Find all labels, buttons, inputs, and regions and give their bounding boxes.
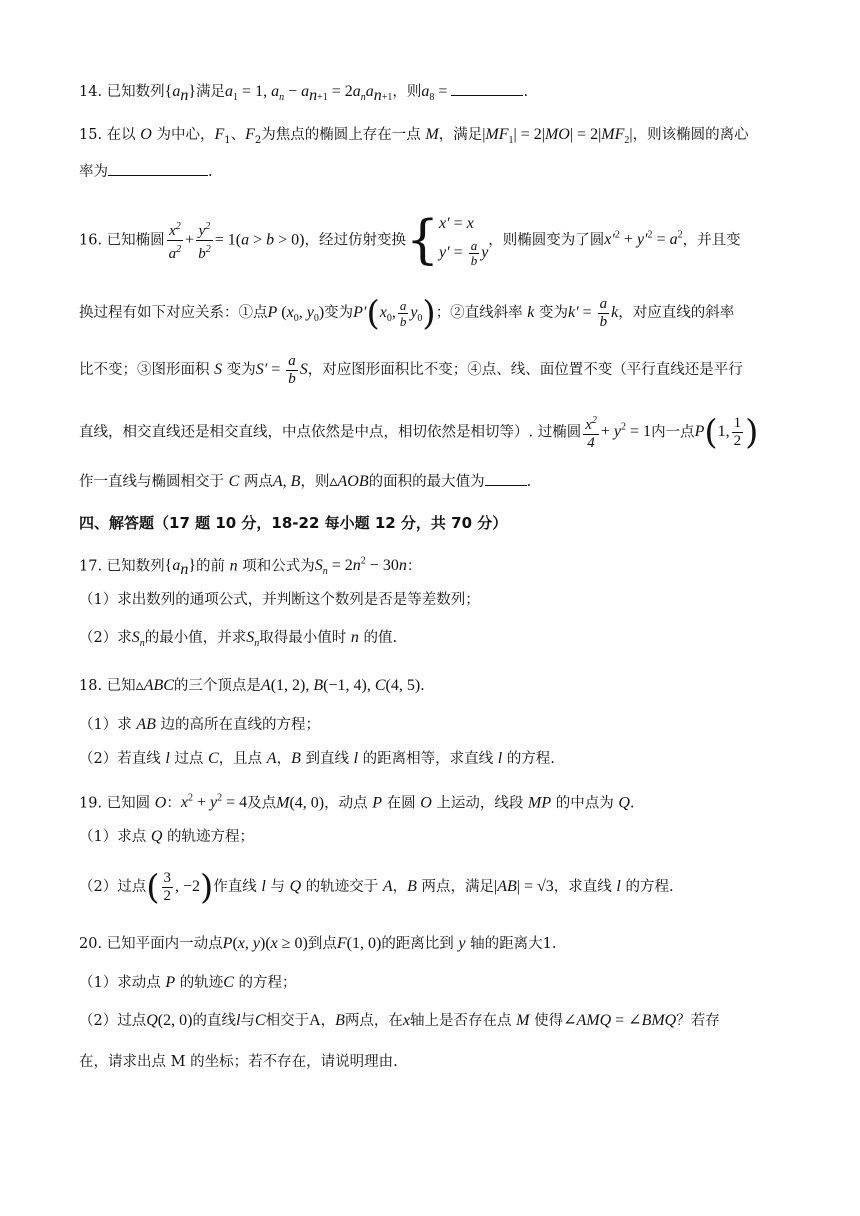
text: （2）求 (79, 630, 132, 646)
text: ， (392, 879, 408, 895)
question-16-line3 (79, 347, 800, 393)
text: 的距离相等，求直线 (362, 751, 494, 767)
text: 与 (270, 879, 285, 895)
question-19-part1: （1）求点 Q 的轨迹方程； (79, 828, 255, 845)
text: （2）过点 (79, 879, 147, 895)
question-17-part2: （2）求$S_n$的最小值，并求$S_n$取得最小值时 n 的值. (79, 629, 398, 650)
math-point-M: M(4, 0) (276, 794, 325, 812)
question-15-line1: 15. 在以 O 为中心，$F_1$、$F_2$为焦点的椭圆上存在一点 M，满足$|MF_1| = 2|MO| = 2|MF_2|$，则该椭圆的离心 (79, 126, 749, 147)
math-point-F: F(1, 0) (336, 935, 382, 952)
text: 两点 (243, 474, 273, 490)
math-vertices: A(1, 2), B(−1, 4), C(4, 5) (260, 677, 421, 694)
text: 的轨迹 (179, 975, 224, 991)
text: ，对应直线的斜率 (618, 305, 735, 321)
answer-blank[interactable] (108, 160, 208, 176)
text: 的方程. (625, 879, 674, 895)
text: ，动点 (324, 795, 368, 812)
text: ，则 (392, 84, 422, 100)
math-system: x′ = x y′ = $\frac{a}{b}$ y (439, 214, 489, 268)
section-heading: 四、解答题（17 题 10 分，18-22 每小题 12 分，共 70 分） (79, 514, 508, 532)
text: . (420, 678, 425, 694)
question-16-line5: 作一直线与椭圆相交于 C 两点A, B，则▵AOB的面积的最大值为 . (79, 470, 800, 493)
text: 的方程； (238, 975, 297, 991)
text: 比不变；③图形面积 (79, 362, 210, 378)
math-frac: $\frac{y^2}{b^2}$ (196, 218, 213, 263)
text: . (523, 84, 529, 100)
math-frac: $\frac{x^2}{a^2}$ (167, 218, 184, 263)
math-point-P: P ($x_0$, $y_0$) (267, 304, 325, 325)
text: ，求直线 (553, 879, 612, 895)
text: 换过程有如下对应关系：①点 (79, 305, 268, 321)
math-F1: F (214, 126, 225, 143)
math-point-P: P(x, y)(x ≥ 0) (222, 935, 308, 952)
question-20-part2: （2）过点Q(2, 0)的直线l与C相交于A，B两点，在x轴上是否存在点 M 使得∠AMQ = ∠BMQ？若存 (79, 1012, 720, 1029)
text: 轴的距离大1. (470, 936, 557, 952)
text: ；②直线斜率 (435, 305, 523, 321)
text: （1）求 (79, 717, 132, 733)
text: 两点，满足 (421, 879, 495, 895)
text: （2）过点 (79, 1013, 147, 1029)
text: 在圆 (386, 795, 416, 812)
text: . (629, 795, 635, 812)
text: ，满足 (438, 127, 483, 143)
math-k-prime: k′ = $\frac{a}{b}$ k (568, 295, 619, 330)
text: ： (406, 558, 422, 575)
text: ， (276, 751, 292, 767)
math-circle: $x^2 + y^2 = 4$ (180, 793, 248, 812)
text: （1）求点 (79, 829, 147, 845)
text: 作一直线与椭圆相交于 (79, 474, 224, 490)
text: 满足 (196, 84, 226, 100)
text: 的面积的最大值为 (368, 474, 485, 490)
text: . (208, 164, 213, 180)
text: 到直线 (305, 751, 349, 767)
text: 的距离比到 (381, 936, 454, 952)
answer-blank[interactable] (485, 470, 527, 486)
math-point-Q: Q(2, 0) (146, 1012, 193, 1029)
text: 15. 在以 (79, 127, 136, 143)
question-18-part1: （1）求 AB 边的高所在直线的方程； (79, 716, 320, 733)
text: ，对应图形面积比不变；④点、线、面位置不变（平行直线还是平行 (307, 362, 743, 378)
text: 的轨迹方程； (167, 829, 255, 845)
text: 率为 (79, 164, 108, 180)
text: 变为 (324, 305, 354, 321)
question-19-stem: 19. 已知圆 O：$x^2 + y^2 = 4$及点M(4, 0)，动点 P 在圆 O 上运动，线段 MP 的中点为 Q. (79, 793, 635, 812)
question-number: 14. (79, 84, 107, 100)
text: 两点，在 (344, 1013, 403, 1029)
question-16-line4: 直线，相交直线还是相交直线，中点依然是中点，相切依然是相切等）. 过椭圆 $\frac{x^2}{4}$ + $y^2 = 1$内一点P(1, $\frac{1}{2}$ ) (79, 412, 759, 453)
text: ， (320, 1013, 336, 1029)
text: 直线，相交直线还是相交直线，中点依然是中点，相切依然是相切等）. 过椭圆 (79, 424, 582, 441)
math-triangle-AOB: ▵AOB (329, 473, 369, 490)
text: 为中心， (156, 127, 215, 143)
text: 17. 已知数列 (79, 558, 165, 575)
text: 轴上是否存在点 (410, 1013, 512, 1029)
text: 的最小值，并求 (144, 630, 247, 646)
math-AB-length: |AB| = √3 (494, 878, 554, 895)
question-20-stem: 20. 已知平面内一动点P(x, y)(x ≥ 0)到点F(1, 0)的距离比到 y 轴的距离大1. (79, 935, 557, 952)
math-S: S (214, 361, 223, 378)
text: 过点 (174, 751, 204, 767)
text: 的方程. (506, 751, 555, 767)
text: 变为 (226, 362, 256, 378)
text: 边的高所在直线的方程； (160, 717, 320, 733)
text: 19. 已知圆 (79, 795, 151, 812)
math-F2: F (245, 126, 255, 143)
math-point-P: P(1, $\frac{1}{2}$ ) (694, 412, 759, 453)
text: 为焦点的椭圆上存在一点 (261, 127, 421, 143)
question-20-part2-cont: 在，请求出点 M 的坐标；若不存在，请说明理由. (79, 1054, 398, 1070)
math-Sn: $S_n = 2n^2 - 30n$ (314, 556, 407, 578)
text: （1）求动点 (79, 975, 161, 991)
math-point-P-prime: $P'(x_0$, $\frac{a}{b}$ $y_0$) (353, 293, 436, 334)
text: 内一点 (651, 424, 695, 441)
text: 使得 (534, 1013, 564, 1029)
question-18-part2: （2）若直线 l 过点 C，且点 A，B 到直线 l 的距离相等，求直线 l 的方程. (79, 750, 555, 767)
text: 与 (240, 1013, 255, 1029)
question-20-part1: （1）求动点 P 的轨迹C 的方程； (79, 974, 297, 991)
question-19-part2: （2）过点( $\frac{3}{2}$ , −2)作直线 l 与 Q 的轨迹交于 A，B 两点，满足|AB| = √3，求直线 l 的方程. (79, 867, 674, 908)
text: （2）若直线 (79, 751, 161, 767)
text: 的前 (196, 558, 226, 575)
math-condition: $|MF_1| = 2|MO| = 2|MF_2|$ (482, 126, 633, 147)
text: ，则该椭圆的离心 (632, 127, 749, 143)
text: 及点 (247, 795, 277, 812)
text: 到点 (307, 936, 337, 952)
text: ，并且变 (682, 232, 741, 249)
math-condition: $a_1 = 1$, $a_n - a_{n+1} = 2a_na_{n+1}$ (225, 83, 393, 105)
text: 16. 已知椭圆 (79, 232, 165, 249)
math-brace: { (405, 210, 440, 271)
question-18-stem: 18. 已知▵ABC的三个顶点是A(1, 2), B(−1, 4), C(4, 5). (79, 677, 425, 694)
math-a8: $a_8$ = (421, 83, 452, 104)
text: 上运动，线段 (436, 795, 524, 812)
math-AB: A, B (272, 473, 301, 490)
text: 作直线 (213, 879, 257, 895)
text: 的三个顶点是 (173, 678, 261, 694)
text: 相交于 (265, 1013, 310, 1029)
text: ，且点 (218, 751, 263, 767)
text: 取得最小值时 (259, 630, 347, 646)
text: 项和公式为 (242, 558, 315, 575)
question-17-part1: （1）求出数列的通项公式，并判断这个数列是否是等差数列； (79, 592, 480, 608)
question-16-line2 (79, 290, 800, 342)
text: 20. 已知平面内一动点 (79, 936, 223, 952)
question-17-stem: 17. 已知数列$\{a_n\}$的前 n 项和公式为$S_n = 2n^2 - 30n$： (79, 556, 422, 579)
question-14 (79, 80, 800, 109)
math-frac: $\frac{x^2}{4}$ (583, 412, 599, 452)
math-S-prime: S′ = $\frac{a}{b}$ S (255, 352, 308, 387)
math-point: ( $\frac{3}{2}$ , −2) (146, 867, 214, 908)
math-angles: ∠AMQ = ∠BMQ (563, 1012, 677, 1029)
text: 的值. (363, 630, 398, 646)
text: 的中点为 (555, 795, 614, 812)
math-O: O (140, 126, 152, 143)
math-sequence: $\{a_n\}$ (164, 83, 197, 105)
math-M: M (425, 126, 439, 143)
text: . (526, 474, 532, 490)
text: ？若存 (676, 1013, 720, 1029)
text: ，则椭圆变为了圆 (488, 232, 605, 249)
text: 的直线 (192, 1013, 236, 1029)
text: 的轨迹交于 (305, 879, 379, 895)
text: 18. 已知 (79, 678, 136, 694)
text: 、 (230, 127, 246, 143)
text: ： (166, 795, 181, 812)
text: ，经过仿射变换 (304, 232, 406, 249)
math-k: k (527, 304, 535, 321)
math-circle: $x'^2 + y'^2 = a^2$ (604, 230, 683, 249)
text: 已知数列 (106, 84, 165, 100)
question-16-line1: 16. 已知椭圆 $\frac{x^2}{a^2}$ + $\frac{y^2}{b^2}$ = 1(a > b > 0)，经过仿射变换{ x′ = x y′ = $\frac{a}{b}$ y ，则椭圆变为了圆$x'^2 + y'^2 = a^2$，并且变 (79, 210, 741, 271)
text: ，则 (300, 474, 330, 490)
question-15-line2 (79, 160, 800, 183)
answer-blank[interactable] (451, 80, 523, 96)
text: 变为 (539, 305, 569, 321)
